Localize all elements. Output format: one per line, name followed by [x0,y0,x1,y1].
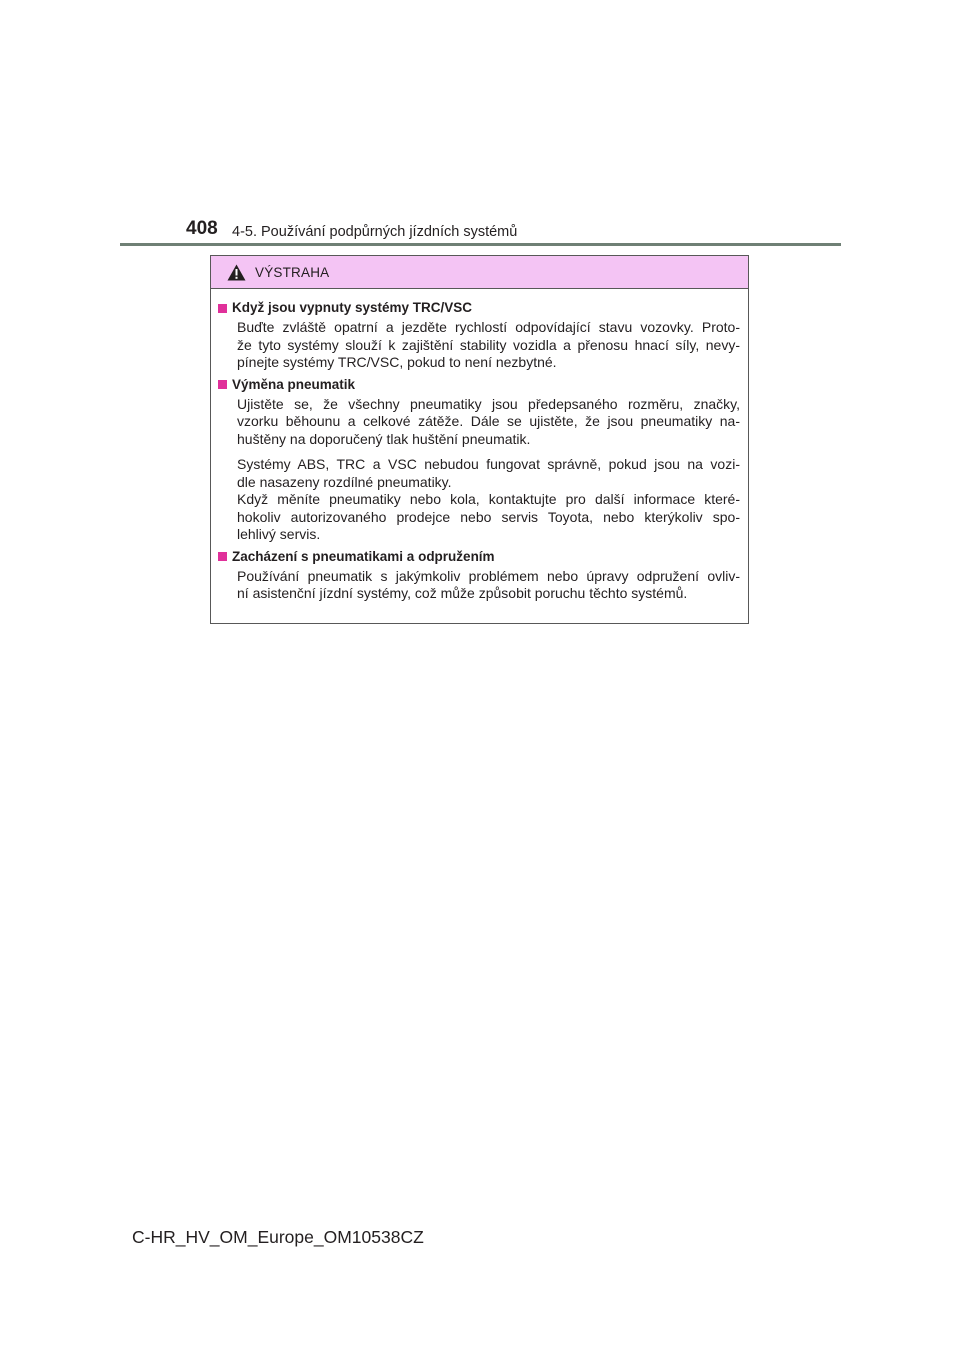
document-code: C-HR_HV_OM_Europe_OM10538CZ [132,1227,424,1247]
warning-item-heading-text: Výměna pneumatik [232,376,356,392]
warning-header [211,256,748,289]
warning-paragraph [237,568,740,603]
square-bullet-icon [218,304,227,313]
paragraph-line: lehlivý servis. [237,526,321,542]
paragraph-line: Když měníte pneumatiky nebo kola, kontaktujte pro další informace které- [237,491,740,507]
warning-paragraph [237,396,740,449]
paragraph-line: pínejte systémy TRC/VSC, pokud to není nezbytné. [237,354,557,370]
paragraph-line: Buďte zvláště opatrní a jezděte rychlostí odpovídající stavu vozovky. Proto- [237,319,740,335]
paragraph-line: ní asistenční jízdní systémy, což může způsobit poruchu těchto systémů. [237,585,688,601]
warning-item-heading-text: Když jsou vypnuty systémy TRC/VSC [232,300,473,315]
warning-item-heading [218,376,740,394]
paragraph-line: vzorku běhounu a celkové zátěže. Dále se ujistěte, že jsou pneumatiky na- [237,413,740,429]
paragraph-line: dle nasazeny rozdílné pneumatiky. [237,473,452,490]
paragraph-line: Systémy ABS, TRC a VSC nebudou fungovat správně, pokud jsou na vozi- [237,456,740,472]
page-number: 408 [186,218,218,239]
warning-title: VÝSTRAHA [255,264,330,280]
square-bullet-icon [218,380,227,389]
warning-item-heading-text: Zacházení s pneumatikami a odpružením [232,548,495,564]
warning-paragraph [237,319,740,372]
paragraph-line: hokoliv autorizovaného prodejce nebo servis Toyota, nebo kterýkoliv spo- [237,508,740,525]
warning-item-heading [218,548,740,566]
section-title: 4-5. Používání podpůrných jízdních systémů [232,224,518,240]
warning-item-heading [218,299,740,317]
warning-box [210,255,749,624]
paragraph-line: že tyto systémy slouží k zajištění stability vozidla a přenosu hnací síly, nevy- [237,336,740,353]
square-bullet-icon [218,552,227,561]
warning-body [211,289,748,603]
paragraph-line: huštěny na doporučený tlak huštění pneumatik. [237,430,531,447]
paragraph-line: Ujistěte se, že všechny pneumatiky jsou předepsaného rozměru, značky, [237,395,740,412]
warning-paragraph [237,456,740,544]
warning-triangle-icon [227,264,246,281]
header-divider [120,243,841,246]
paragraph-line: Používání pneumatik s jakýmkoliv problémem nebo úpravy odpružení ovliv- [237,567,740,584]
